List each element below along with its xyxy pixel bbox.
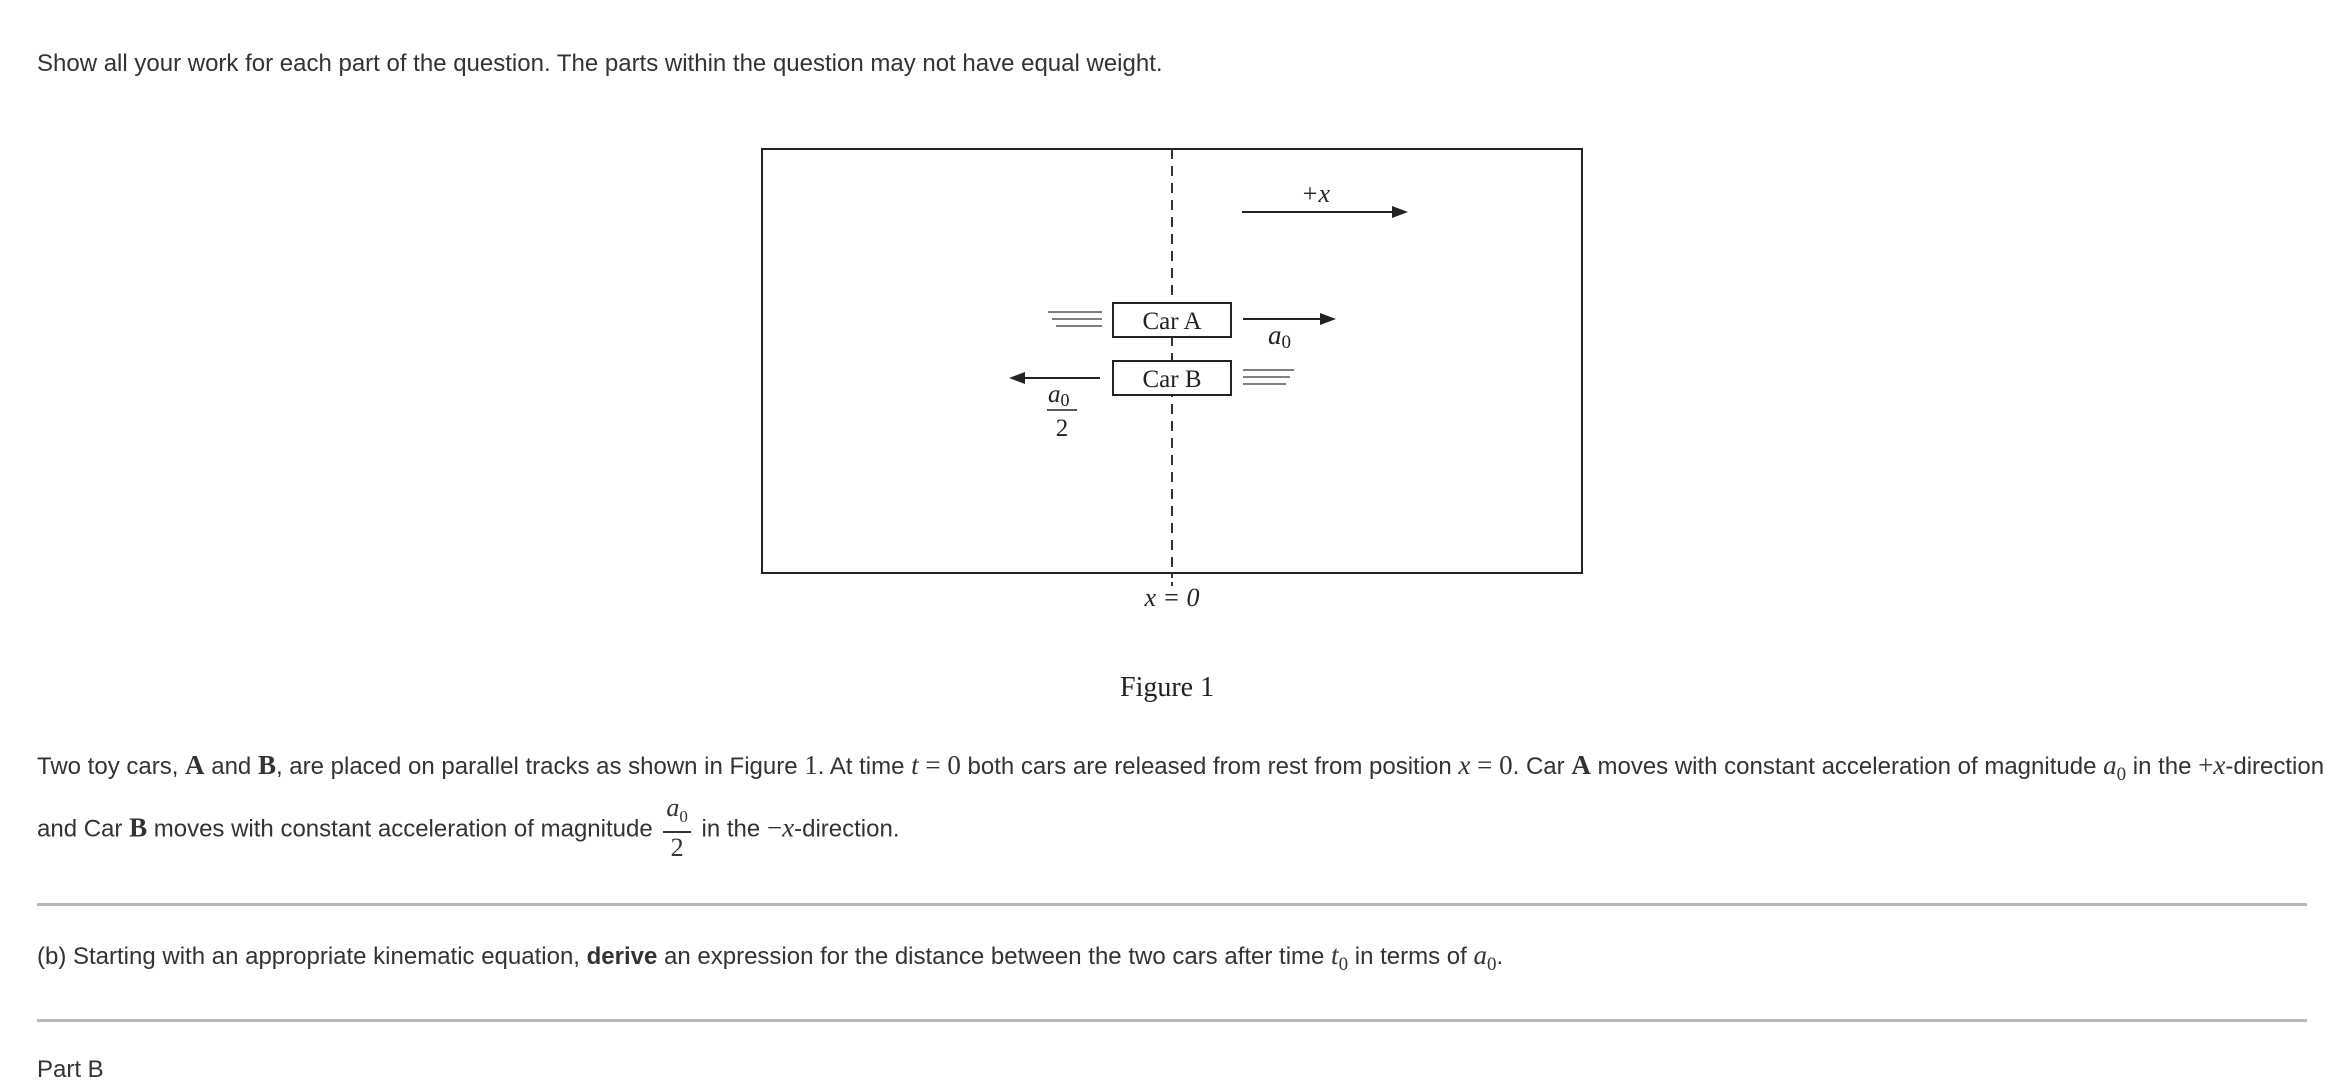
plus-x-label: +x [1301,179,1331,208]
origin-label: x = 0 [1144,583,1200,612]
figure-caption: Figure 1 [1120,672,1215,703]
section-divider [37,903,2307,906]
car-b-label: Car B [1142,366,1202,393]
section-divider [37,1019,2307,1022]
instructions-text: Show all your work for each part of the question. The parts within the question may not have equal weight. [37,50,1163,77]
part-b-question: (b) Starting with an appropriate kinematic equation, derive an expression for the distance between the two cars after time $t_0$ in terms of $a_0$. [37,940,1504,975]
plus-x-arrow-head [1392,206,1408,218]
car-b-accel-arrow-head [1009,372,1025,384]
problem-statement: Two toy cars, A and B, are placed on parallel tracks as shown in Figure 1. At time t = 0 both cars are released from rest from position x = 0. Car A moves with constant acceleration of magnitude $a_0$ in the +x-direction and Car B moves with constant acceleration of magnitude $\frac{a_0}{2}$ in the −x-direction. [37,750,2325,862]
car-b-accel-numerator: a0 [1048,381,1070,410]
accel-fraction: $\frac{a_0}{2}$ [663,795,691,861]
next-section-label: Part B [37,1056,104,1083]
car-a-accel-arrow-head [1320,313,1336,325]
car-a-label: Car A [1142,308,1202,335]
car-a-accel-label: a0 [1268,320,1291,353]
car-b-accel-denominator: 2 [1055,415,1069,442]
